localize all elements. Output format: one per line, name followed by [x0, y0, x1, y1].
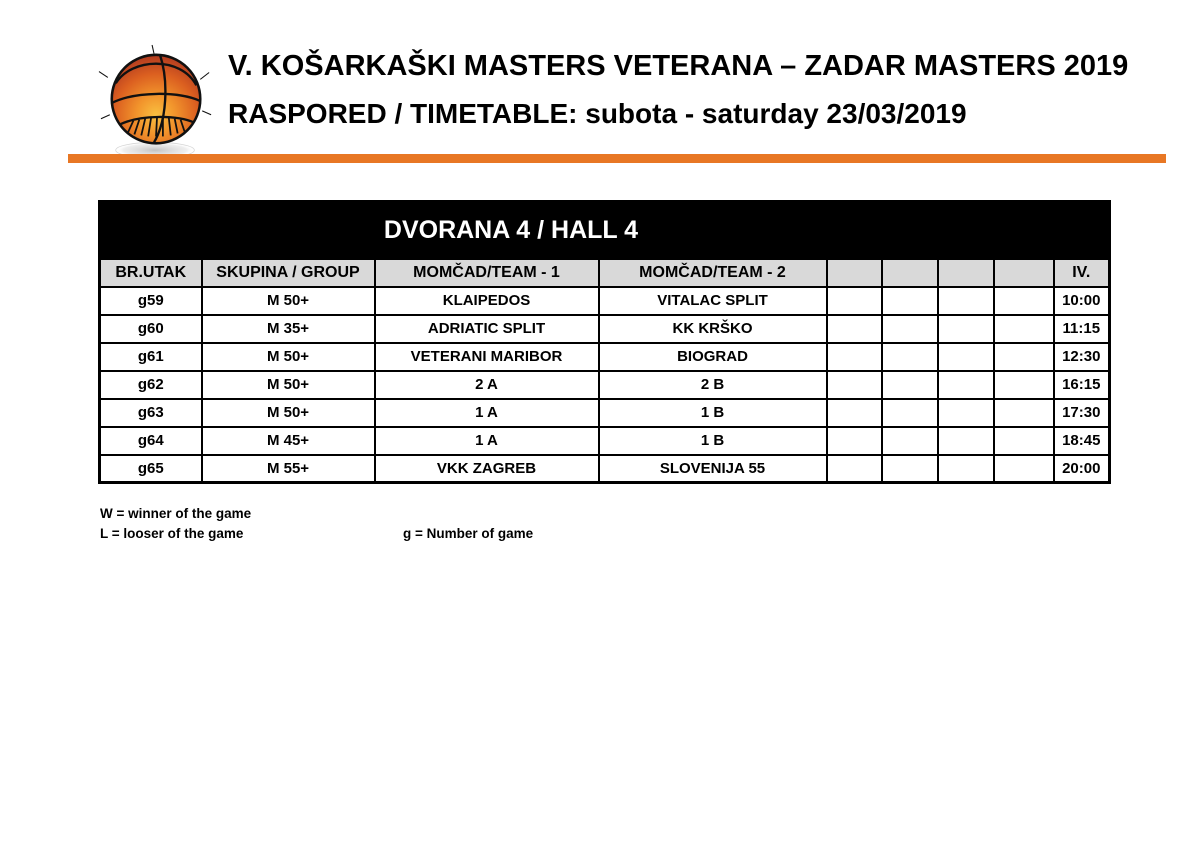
table-row	[100, 455, 1110, 483]
game-number: g59	[100, 287, 202, 315]
group: M 55+	[202, 455, 375, 483]
game-time: 20:00	[1054, 455, 1110, 483]
empty-cell	[882, 343, 938, 371]
team2: KK KRŠKO	[599, 315, 827, 343]
table-row	[100, 427, 1110, 455]
legend-looser: L = looser of the game	[100, 526, 244, 541]
legend-game-number: g = Number of game	[403, 526, 534, 541]
legend-winner: W = winner of the game	[100, 506, 252, 521]
empty-cell	[882, 315, 938, 343]
team2: BIOGRAD	[599, 343, 827, 371]
team1: VETERANI MARIBOR	[375, 343, 599, 371]
game-time: 16:15	[1054, 371, 1110, 399]
empty-cell	[994, 427, 1054, 455]
orange-divider	[68, 154, 1166, 163]
group: M 50+	[202, 371, 375, 399]
game-number: g62	[100, 371, 202, 399]
game-time: 11:15	[1054, 315, 1110, 343]
empty-cell	[994, 343, 1054, 371]
team1: 1 A	[375, 399, 599, 427]
page-subtitle: RASPORED / TIMETABLE: subota - saturday 23/03/2019	[228, 98, 967, 129]
team2: 1 B	[599, 427, 827, 455]
document-header	[228, 50, 1178, 130]
empty-cell	[882, 371, 938, 399]
team2: 2 B	[599, 371, 827, 399]
empty-cell	[938, 427, 994, 455]
game-number: g61	[100, 343, 202, 371]
table-row	[100, 399, 1110, 427]
team1: ADRIATIC SPLIT	[375, 315, 599, 343]
game-time: 12:30	[1054, 343, 1110, 371]
game-time: 18:45	[1054, 427, 1110, 455]
team1: 1 A	[375, 427, 599, 455]
empty-cell	[882, 399, 938, 427]
col-header-empty	[994, 259, 1054, 287]
basketball-icon	[98, 42, 216, 162]
page-title: V. KOŠARKAŠKI MASTERS VETERANA – ZADAR MASTERS 2019	[228, 50, 1129, 82]
game-number: g63	[100, 399, 202, 427]
group: M 45+	[202, 427, 375, 455]
table-row	[100, 371, 1110, 399]
empty-cell	[938, 371, 994, 399]
col-header-time: IV.	[1054, 259, 1110, 287]
team2: 1 B	[599, 399, 827, 427]
empty-cell	[827, 315, 882, 343]
legend	[100, 506, 533, 541]
empty-cell	[827, 427, 882, 455]
empty-cell	[994, 315, 1054, 343]
empty-cell	[827, 287, 882, 315]
team1: KLAIPEDOS	[375, 287, 599, 315]
empty-cell	[827, 455, 882, 483]
schedule-table	[98, 200, 1111, 484]
empty-cell	[938, 287, 994, 315]
table-row	[100, 315, 1110, 343]
col-header-empty	[827, 259, 882, 287]
empty-cell	[994, 287, 1054, 315]
game-number: g60	[100, 315, 202, 343]
col-header-empty	[882, 259, 938, 287]
empty-cell	[827, 343, 882, 371]
team1: VKK ZAGREB	[375, 455, 599, 483]
game-number: g65	[100, 455, 202, 483]
empty-cell	[827, 399, 882, 427]
col-header-team2: MOMČAD/TEAM - 2	[599, 259, 827, 287]
game-time: 17:30	[1054, 399, 1110, 427]
team2: VITALAC SPLIT	[599, 287, 827, 315]
col-header-team1: MOMČAD/TEAM - 1	[375, 259, 599, 287]
col-header-empty	[938, 259, 994, 287]
schedule-table-container	[98, 200, 1111, 484]
empty-cell	[882, 287, 938, 315]
team1: 2 A	[375, 371, 599, 399]
table-row	[100, 343, 1110, 371]
empty-cell	[938, 343, 994, 371]
empty-cell	[938, 455, 994, 483]
group: M 50+	[202, 343, 375, 371]
hall-header-row	[100, 202, 1110, 259]
empty-cell	[994, 455, 1054, 483]
empty-cell	[882, 455, 938, 483]
table-row	[100, 287, 1110, 315]
hall-title: DVORANA 4 / HALL 4	[383, 215, 639, 244]
game-number: g64	[100, 427, 202, 455]
empty-cell	[994, 371, 1054, 399]
game-time: 10:00	[1054, 287, 1110, 315]
group: M 50+	[202, 399, 375, 427]
hall-header-cell	[100, 202, 1110, 259]
empty-cell	[827, 371, 882, 399]
empty-cell	[938, 399, 994, 427]
empty-cell	[882, 427, 938, 455]
column-header-row	[100, 259, 1110, 287]
col-header-group: SKUPINA / GROUP	[202, 259, 375, 287]
empty-cell	[994, 399, 1054, 427]
group: M 50+	[202, 287, 375, 315]
empty-cell	[938, 315, 994, 343]
col-header-game: BR.UTAK	[100, 259, 202, 287]
team2: SLOVENIJA 55	[599, 455, 827, 483]
group: M 35+	[202, 315, 375, 343]
